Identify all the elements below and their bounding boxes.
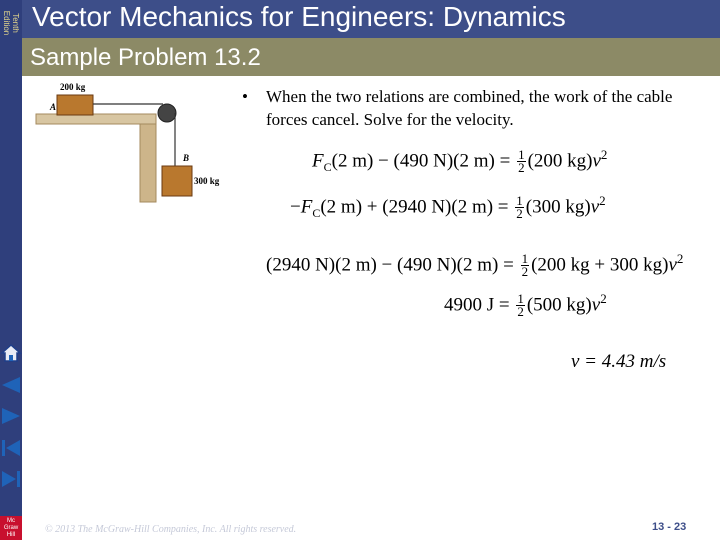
block-b-label: B [183, 153, 190, 163]
copyright-notice: © 2013 The McGraw-Hill Companies, Inc. All rights reserved. [45, 524, 297, 535]
mass-a-label: 200 kg [60, 82, 86, 92]
eq2-fraction: $\frac{1}{2}$ [516, 193, 523, 222]
mcgraw-hill-logo: Mc Graw Hill [0, 516, 22, 540]
eq3-left: (2940 N)(2 m) − (490 N)(2 m) = [266, 254, 514, 276]
eq2-right: (300 kg) [525, 196, 591, 218]
first-slide-icon[interactable] [0, 437, 22, 459]
edition-text: Tenth Edition [2, 10, 20, 36]
edition-label [0, 0, 22, 44]
equation-1: $F_C(2$ m) − (490 N)(2 m) = $\frac{1}{2}$ (200 $kg)v^2$ [312, 147, 608, 176]
eq1-force: F [312, 150, 324, 172]
pulley-block-diagram [32, 80, 232, 205]
equation-3: (2940 N)(2 m) − (490 N)(2 m) = $\frac{1}{2}$ (200 kg + 300 $kg)v^2$ [266, 251, 684, 280]
eq4-left: 4900 J = [444, 294, 510, 316]
block-a-label: A [50, 102, 57, 112]
problem-title: Sample Problem 13.2 [30, 44, 261, 71]
velocity-result: v = 4.43 m/s [571, 351, 667, 372]
subheader-bar [22, 38, 720, 76]
bullet-dot: • [242, 87, 248, 106]
home-icon[interactable] [0, 342, 22, 364]
eq1-left: (2 m) − (490 N)(2 m) = [331, 150, 511, 172]
equation-2: $-F_C(2$ m) + (2940 N)(2 m) = $\frac{1}{2}$ (300 $kg)v^2$ [290, 193, 606, 222]
bullet-text: When the two relations are combined, the work of the cable forces cancel. Solve for the velocity. [266, 87, 673, 129]
eq3-right: (200 kg + 300 kg) [531, 254, 669, 276]
eq4-fraction: $\frac{1}{2}$ [517, 291, 524, 320]
eq3-fraction: $\frac{1}{2}$ [521, 251, 529, 280]
eq4-right: (500 kg) [526, 294, 592, 316]
header-bar [22, 0, 720, 38]
eq1-fraction: $\frac{1}{2}$ [518, 147, 525, 176]
equation-4: 4900 J = $\frac{1}{2}$ (500 $kg)v^2$ [444, 291, 607, 320]
previous-arrow-icon[interactable] [0, 374, 22, 396]
last-slide-icon[interactable] [0, 468, 22, 490]
page-number: 13 - 23 [652, 521, 687, 533]
eq1-sub: C [323, 160, 332, 175]
eq1-right: (200 kg) [527, 150, 593, 172]
eq2-mid: (2 m) + (2940 N)(2 m) = [320, 196, 509, 218]
mass-b-label: 300 kg [194, 176, 220, 186]
next-arrow-icon[interactable] [0, 405, 22, 427]
slide-title: Vector Mechanics for Engineers: Dynamics [32, 1, 566, 32]
